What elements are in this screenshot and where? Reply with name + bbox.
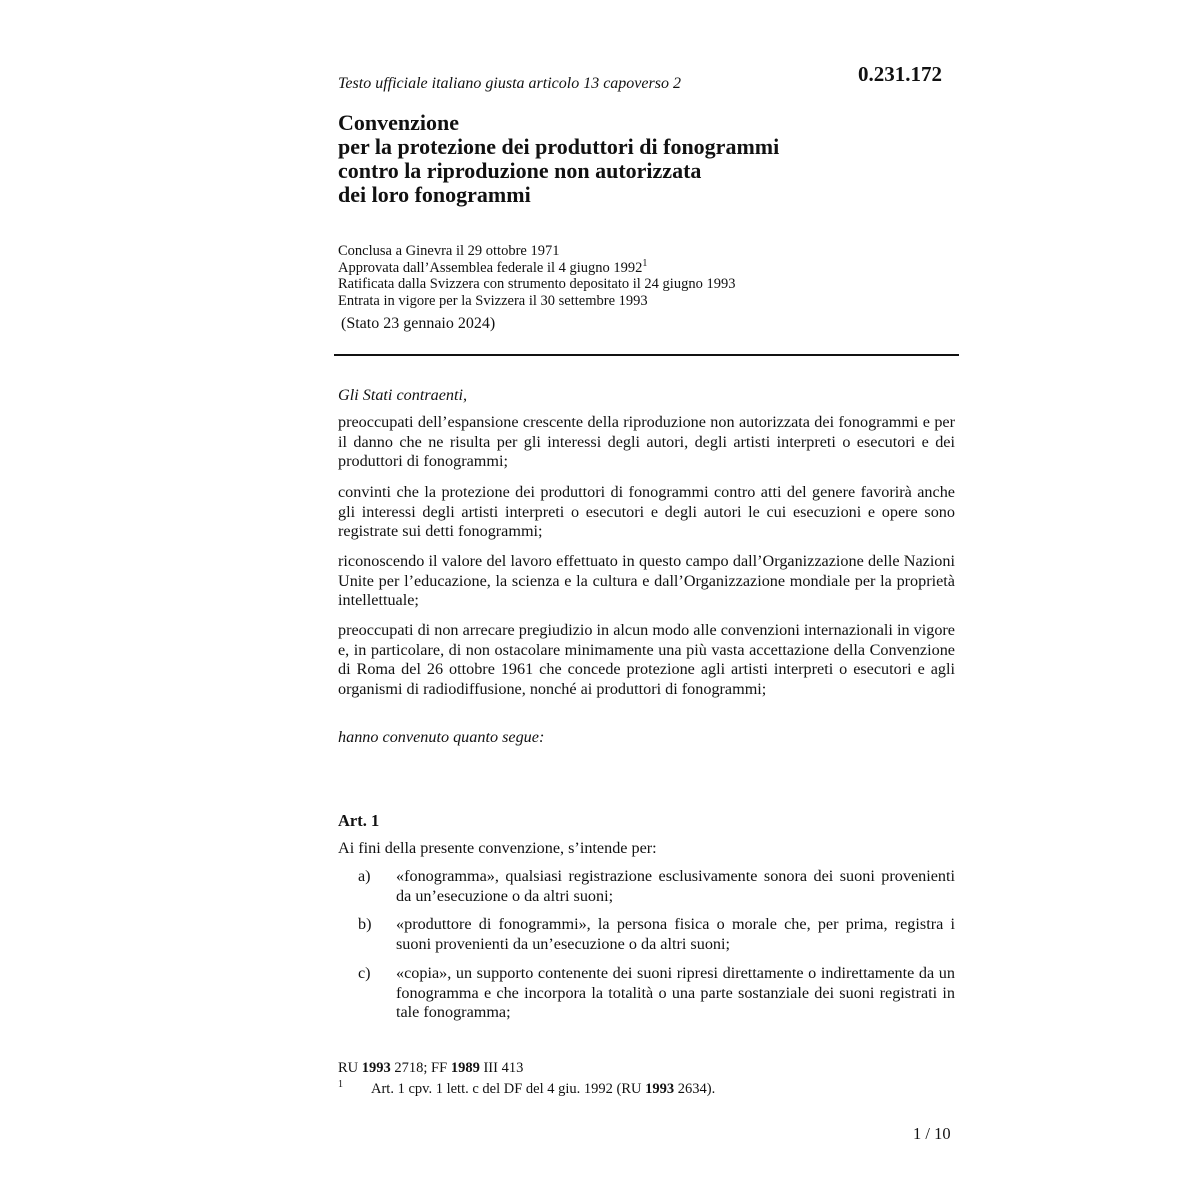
enactment-metadata bbox=[338, 243, 735, 309]
preamble-text: preoccupati dell’espansione crescente della riproduzione non autorizzata dei fonogrammi e per il danno che ne risulta per gli interessi degli autori, degli artisti interpreti o esecutori e dei produttori di fonogrammi; bbox=[338, 413, 955, 470]
footnote-mark: 1 bbox=[338, 1079, 343, 1090]
header-divider bbox=[334, 354, 959, 356]
definition-text: «copia», un supporto contenente dei suoni ripresi direttamente o indirettamente da un fonogramma e che incorpora la totalità o una parte sostanziale dei suoni registrati in tale fonogramma; bbox=[396, 964, 955, 1021]
definition-text: «produttore di fonogrammi», la persona fisica o morale che, per prima, registra i suoni provenienti da un’esecuzione o da altri suoni; bbox=[396, 915, 955, 953]
in-force-line: Entrata in vigore per la Svizzera il 30 settembre 1993 bbox=[338, 292, 648, 309]
definition-label: a) bbox=[358, 867, 371, 885]
ref-prefix: RU bbox=[338, 1060, 362, 1076]
article-heading: Art. 1 bbox=[338, 811, 380, 830]
preamble-text: convinti che la protezione dei produttori di fonogrammi contro atti del genere favorirà anche gli interessi degli artisti interpreti o esecutori e degli autori le cui esecuzioni e opere sono registrate sui detti fonogrammi; bbox=[338, 483, 955, 540]
sr-number: 0.231.172 bbox=[858, 62, 942, 86]
footnote-text bbox=[371, 1081, 715, 1098]
document-title bbox=[338, 111, 779, 207]
preamble-paragraph bbox=[338, 483, 955, 542]
ratified-line: Ratificata dalla Svizzera con strumento depositato il 24 giugno 1993 bbox=[338, 276, 736, 292]
footnote-text-part: 2634). bbox=[674, 1081, 716, 1097]
definition-text: «fonogramma», qualsiasi registrazione esclusivamente sonora dei suoni provenienti da un’esecuzione o da altri suoni; bbox=[396, 867, 955, 905]
title-line: dei loro fonogrammi bbox=[338, 182, 531, 207]
preamble-paragraph bbox=[338, 552, 955, 611]
concluded-line: Conclusa a Ginevra il 29 ottobre 1971 bbox=[338, 243, 560, 259]
ref-text: III 413 bbox=[479, 1060, 524, 1076]
preamble-closing: hanno convenuto quanto segue: bbox=[338, 728, 545, 746]
preamble-paragraph bbox=[338, 413, 955, 472]
definition-label: c) bbox=[358, 964, 371, 982]
page-number: 1 / 10 bbox=[913, 1124, 951, 1143]
title-line: per la protezione dei produttori di fonogrammi bbox=[338, 134, 780, 159]
preamble-text: riconoscendo il valore del lavoro effettuato in questo campo dall’Organizzazione delle Nazioni Unite per l’educazione, la scienza e la cultura e dall’Organizzazione mondiale per la proprietà intellettuale; bbox=[338, 552, 955, 609]
approved-line bbox=[338, 257, 735, 277]
status-date: (Stato 23 gennaio 2024) bbox=[341, 315, 496, 332]
title-line: Convenzione bbox=[338, 110, 459, 135]
official-reference-line bbox=[338, 1060, 523, 1077]
preamble-paragraph bbox=[338, 621, 955, 699]
footnote-text-part: Art. 1 cpv. 1 lett. c del DF del 4 giu. 1992 (RU bbox=[371, 1081, 646, 1097]
preamble-text: preoccupati di non arrecare pregiudizio in alcun modo alle convenzioni internazionali in vigore e, in particolare, di non ostacolare minimamente una più vasta accettazione della Convenzione di Roma del 26 ottobre 1961 che concede protezione agli artisti interpreti o esecutori e agli organismi di radiodiffusione, nonché ai produttori di fonogrammi; bbox=[338, 621, 955, 698]
preamble-intro: Gli Stati contraenti, bbox=[338, 386, 468, 404]
definition-label: b) bbox=[358, 915, 372, 933]
article-intro: Ai fini della presente convenzione, s’intende per: bbox=[338, 839, 657, 857]
ref-year: 1989 bbox=[450, 1060, 480, 1076]
ref-year: 1993 bbox=[361, 1060, 391, 1076]
footnote-ref[interactable]: 1 bbox=[642, 257, 648, 269]
title-line: contro la riproduzione non autorizzata bbox=[338, 158, 702, 183]
footnote-year: 1993 bbox=[645, 1081, 675, 1097]
official-text-note: Testo ufficiale italiano giusta articolo 13 capoverso 2 bbox=[338, 75, 681, 92]
ref-text: 2718; FF bbox=[390, 1060, 451, 1076]
approved-text: Approvata dall’Assemblea federale il 4 giugno 1992 bbox=[338, 259, 643, 276]
